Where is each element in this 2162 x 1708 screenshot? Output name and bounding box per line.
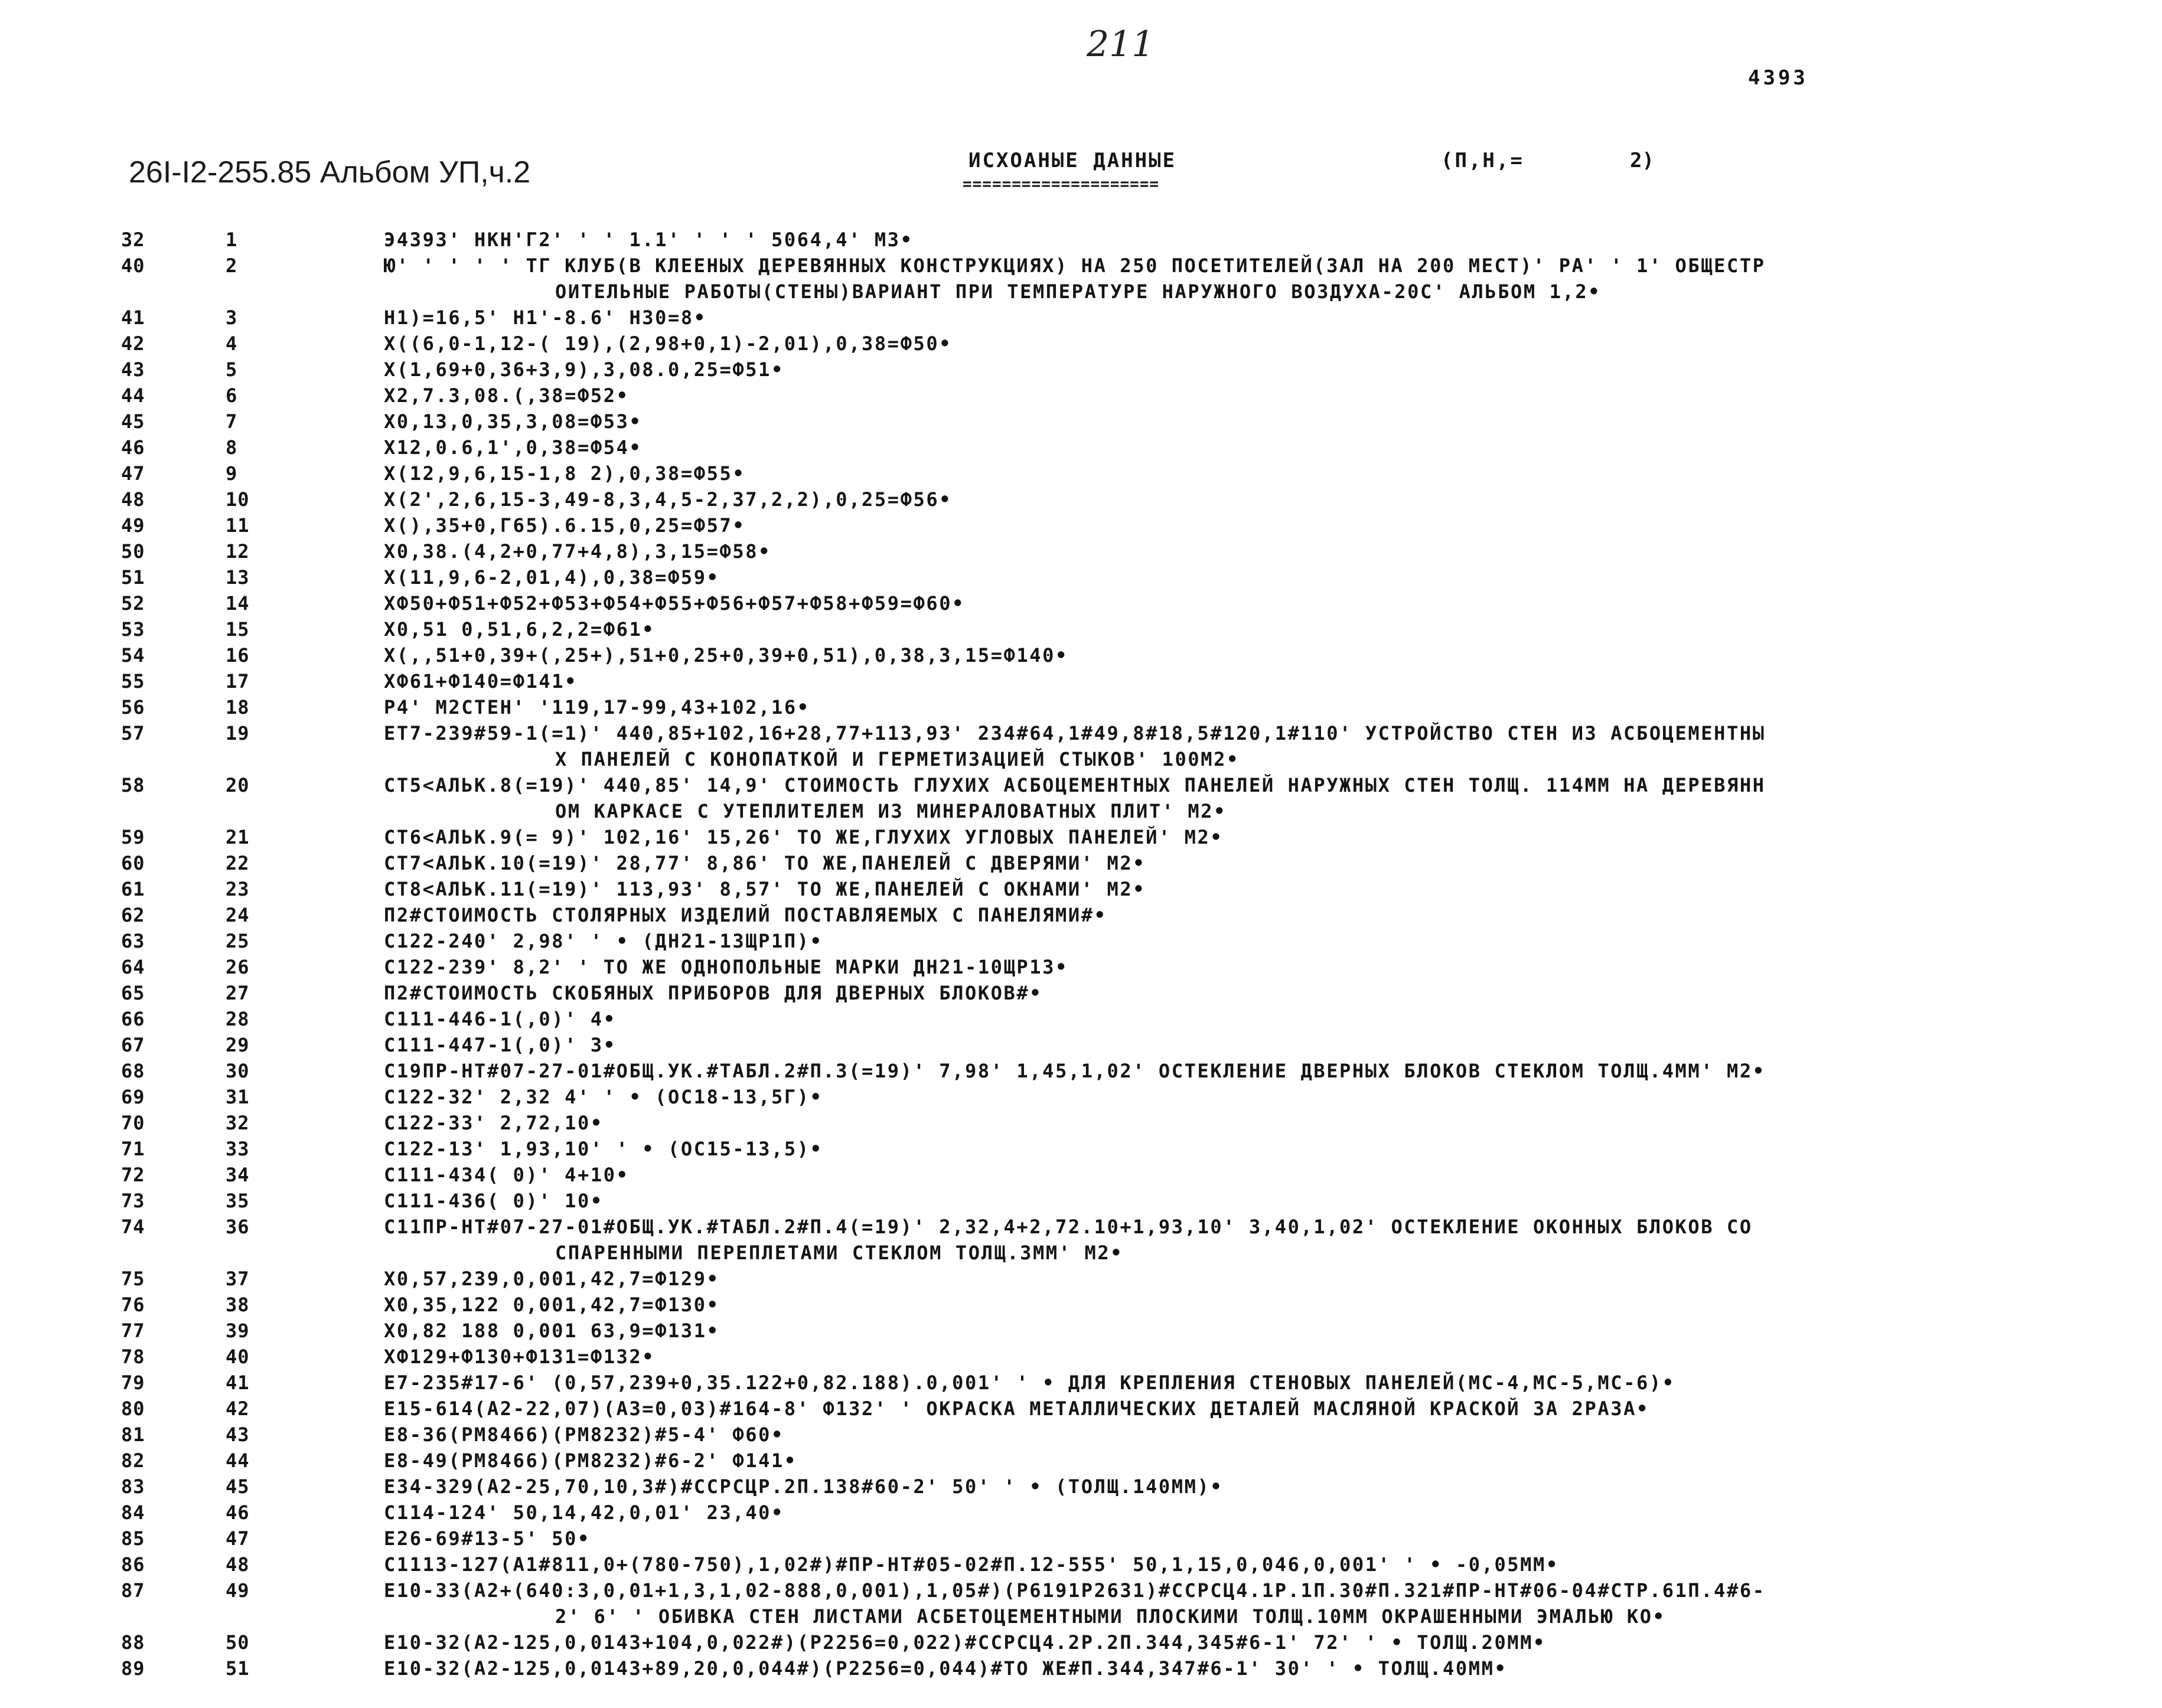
line-number: 63 — [121, 930, 145, 952]
sheet-number: 4393 — [1748, 66, 1808, 90]
listing-text: Н1)=16,5' Н1'-8.6' Н30=8• — [384, 306, 707, 329]
sequence-number: 51 — [226, 1657, 250, 1680]
listing-text: Е26-69#13-5' 50• — [384, 1527, 591, 1550]
listing-text: ХФ129+Ф130+Ф131=Ф132• — [384, 1346, 656, 1368]
line-number: 40 — [121, 254, 145, 277]
sequence-number: 27 — [226, 982, 250, 1004]
listing-text: С11ПР-НТ#07-27-01#ОБЩ.УК.#ТАБЛ.2#П.4(=19)' 2,32,4+2,72.10+1,93,10' 3,40,1,02' ОСТЕКЛЕНИЕ ОКОННЫХ БЛОКОВ СО — [384, 1216, 1753, 1238]
sequence-number: 29 — [226, 1034, 250, 1056]
line-number: 48 — [121, 488, 145, 511]
line-number: 87 — [121, 1579, 145, 1602]
line-number: 56 — [121, 696, 145, 719]
listing-text: Е10-33(А2+(640:3,0,01+1,3,1,02-888,0,001),1,05#)(Р6191Р2631)#ССРСЦ4.1Р.1П.30#П.321#ПР-НТ#06-04#СТР.61П.4#6- — [384, 1579, 1766, 1602]
line-number: 70 — [121, 1112, 145, 1134]
line-number: 45 — [121, 410, 145, 433]
listing-text: С122-13' 1,93,10' ' • (ОС15-13,5)• — [384, 1138, 823, 1160]
line-number: 88 — [121, 1631, 145, 1654]
sequence-number: 1 — [226, 228, 238, 251]
listing-text: Х12,0.6,1',0,38=Ф54• — [384, 436, 643, 459]
sequence-number: 43 — [226, 1423, 250, 1446]
listing-text: Е34-329(А2-25,70,10,3#)#ССРСЦР.2П.138#60-2' 50' ' • (ТОЛЩ.140ММ)• — [384, 1475, 1224, 1498]
album-reference: 26I-I2-255.85 Альбом УП,ч.2 — [129, 155, 531, 190]
line-number: 71 — [121, 1138, 145, 1160]
sequence-number: 4 — [226, 332, 238, 355]
sequence-number: 36 — [226, 1216, 250, 1238]
listing-text: С122-240' 2,98' ' • (ДН21-13ЩР1П)• — [384, 930, 823, 952]
sequence-number: 22 — [226, 852, 250, 874]
listing-text: Ю' ' ' ' ' ТГ КЛУБ(В КЛЕЕНЫХ ДЕРЕВЯННЫХ КОНСТРУКЦИЯХ) НА 250 ПОСЕТИТЕЛЕЙ(ЗАЛ НА 200 МЕСТ)' РА' ' 1' ОБЩЕСТР — [384, 254, 1766, 277]
line-number: 59 — [121, 826, 145, 848]
listing-text: Е10-32(А2-125,0,0143+89,20,0,044#)(Р2256=0,044)#ТО ЖЕ#П.344,347#6-1' 30' ' • ТОЛЩ.40ММ• — [384, 1657, 1508, 1680]
listing-text: Е10-32(А2-125,0,0143+104,0,022#)(Р2256=0,022)#ССРСЦ4.2Р.2П.344,345#6-1' 72' ' • ТОЛЩ.20ММ• — [384, 1631, 1546, 1654]
sequence-number: 47 — [226, 1527, 250, 1550]
listing-text: Е8-49(РМ8466)(РМ8232)#6-2' Ф141• — [384, 1449, 797, 1472]
listing-text: С122-32' 2,32 4' ' • (ОС18-13,5Г)• — [384, 1086, 823, 1108]
line-number: 32 — [121, 228, 145, 251]
listing-text: С111-447-1(,0)' 3• — [384, 1034, 617, 1056]
sequence-number: 2 — [226, 254, 238, 277]
line-number: 74 — [121, 1216, 145, 1238]
sequence-number: 17 — [226, 670, 250, 693]
sequence-number: 11 — [226, 514, 250, 537]
pn-value: 2) — [1630, 149, 1654, 172]
sequence-number: 31 — [226, 1086, 250, 1108]
sequence-number: 13 — [226, 566, 250, 589]
sequence-number: 39 — [226, 1320, 250, 1342]
line-number: 62 — [121, 904, 145, 926]
line-number: 67 — [121, 1034, 145, 1056]
sequence-number: 42 — [226, 1397, 250, 1420]
listing-text: Е8-36(РМ8466)(РМ8232)#5-4' Ф60• — [384, 1423, 784, 1446]
sequence-number: 16 — [226, 644, 250, 667]
sequence-number: 49 — [226, 1579, 250, 1602]
listing-text: Х(,,51+0,39+(,25+),51+0,25+0,39+0,51),0,38,3,15=Ф140• — [384, 644, 1068, 667]
line-number: 64 — [121, 956, 145, 978]
sequence-number: 37 — [226, 1268, 250, 1290]
line-number: 84 — [121, 1501, 145, 1524]
sequence-number: 12 — [226, 540, 250, 563]
listing-text: Х(2',2,6,15-3,49-8,3,4,5-2,37,2,2),0,25=Ф56• — [384, 488, 953, 511]
sequence-number: 19 — [226, 722, 250, 744]
sequence-number: 38 — [226, 1294, 250, 1316]
line-number: 78 — [121, 1346, 145, 1368]
handwritten-page-number: 211 — [1087, 24, 1155, 65]
listing-text: С19ПР-НТ#07-27-01#ОБЩ.УК.#ТАБЛ.2#П.3(=19)' 7,98' 1,45,1,02' ОСТЕКЛЕНИЕ ДВЕРНЫХ БЛОКОВ СТЕКЛОМ ТОЛЩ.4ММ' М2• — [384, 1060, 1766, 1082]
listing-text: Х(),35+0,Г65).6.15,0,25=Ф57• — [384, 514, 746, 537]
line-number: 66 — [121, 1008, 145, 1030]
sequence-number: 3 — [226, 306, 238, 329]
line-number: 82 — [121, 1449, 145, 1472]
listing-continuation: СПАРЕННЫМИ ПЕРЕПЛЕТАМИ СТЕКЛОМ ТОЛЩ.3ММ' М2• — [555, 1242, 1124, 1264]
line-number: 75 — [121, 1268, 145, 1290]
line-number: 65 — [121, 982, 145, 1004]
listing-text: СТ7<АЛЬК.10(=19)' 28,77' 8,86' ТО ЖЕ,ПАНЕЛЕЙ С ДВЕРЯМИ' М2• — [384, 852, 1146, 874]
listing-text: Х2,7.3,08.(,38=Ф52• — [384, 384, 630, 407]
line-number: 55 — [121, 670, 145, 693]
listing-text: Х0,82 188 0,001 63,9=Ф131• — [384, 1320, 720, 1342]
line-number: 85 — [121, 1527, 145, 1550]
listing-text: СТ8<АЛЬК.11(=19)' 113,93' 8,57' ТО ЖЕ,ПАНЕЛЕЙ С ОКНАМИ' М2• — [384, 878, 1146, 900]
line-number: 89 — [121, 1657, 145, 1680]
line-number: 58 — [121, 774, 145, 796]
sequence-number: 45 — [226, 1475, 250, 1498]
listing-text: Х((6,0-1,12-( 19),(2,98+0,1)-2,01),0,38=Ф50• — [384, 332, 953, 355]
line-number: 83 — [121, 1475, 145, 1498]
sequence-number: 15 — [226, 618, 250, 641]
listing-text: П2#СТОИМОСТЬ СКОБЯНЫХ ПРИБОРОВ ДЛЯ ДВЕРНЫХ БЛОКОВ#• — [384, 982, 1043, 1004]
listing-text: ХФ50+Ф51+Ф52+Ф53+Ф54+Ф55+Ф56+Ф57+Ф58+Ф59=Ф60• — [384, 592, 965, 615]
line-number: 73 — [121, 1190, 145, 1212]
listing-text: Е7-235#17-6' (0,57,239+0,35.122+0,82.188).0,001' ' • ДЛЯ КРЕПЛЕНИЯ СТЕНОВЫХ ПАНЕЛЕЙ(МС-4,МС-5,МС-6)• — [384, 1371, 1675, 1394]
line-number: 43 — [121, 358, 145, 381]
listing-text: С111-436( 0)' 10• — [384, 1190, 604, 1212]
listing-text: СТ6<АЛЬК.9(= 9)' 102,16' 15,26' ТО ЖЕ,ГЛУХИХ УГЛОВЫХ ПАНЕЛЕЙ' М2• — [384, 826, 1224, 848]
sequence-number: 7 — [226, 410, 238, 433]
line-number: 69 — [121, 1086, 145, 1108]
listing-text: ЕТ7-239#59-1(=1)' 440,85+102,16+28,77+113,93' 234#64,1#49,8#18,5#120,1#110' УСТРОЙСТВО СТЕН ИЗ АСБОЦЕМЕНТНЫ — [384, 722, 1766, 744]
listing-text: Х0,57,239,0,001,42,7=Ф129• — [384, 1268, 720, 1290]
line-number: 54 — [121, 644, 145, 667]
sequence-number: 14 — [226, 592, 250, 615]
listing-text: Х0,51 0,51,6,2,2=Ф61• — [384, 618, 656, 641]
line-number: 53 — [121, 618, 145, 641]
listing-text: Х0,35,122 0,001,42,7=Ф130• — [384, 1294, 720, 1316]
listing-continuation: 2' 6' ' ОБИВКА СТЕН ЛИСТАМИ АСБЕТОЦЕМЕНТНЫМИ ПЛОСКИМИ ТОЛЩ.10ММ ОКРАШЕННЫМИ ЭМАЛЬЮ КО• — [555, 1605, 1666, 1628]
line-number: 76 — [121, 1294, 145, 1316]
sequence-number: 23 — [226, 878, 250, 900]
line-number: 60 — [121, 852, 145, 874]
sequence-number: 48 — [226, 1553, 250, 1576]
sequence-number: 28 — [226, 1008, 250, 1030]
line-number: 41 — [121, 306, 145, 329]
sequence-number: 21 — [226, 826, 250, 848]
sequence-number: 20 — [226, 774, 250, 796]
line-number: 77 — [121, 1320, 145, 1342]
listing-text: ХФ61+Ф140=Ф141• — [384, 670, 578, 693]
sequence-number: 24 — [226, 904, 250, 926]
listing-text: С122-33' 2,72,10• — [384, 1112, 604, 1134]
sequence-number: 32 — [226, 1112, 250, 1134]
line-number: 57 — [121, 722, 145, 744]
pn-label: (П,Н,= — [1441, 149, 1524, 172]
listing-continuation: Х ПАНЕЛЕЙ С КОНОПАТКОЙ И ГЕРМЕТИЗАЦИЕЙ СТЫКОВ' 100М2• — [555, 748, 1240, 770]
line-number: 52 — [121, 592, 145, 615]
line-number: 80 — [121, 1397, 145, 1420]
sequence-number: 35 — [226, 1190, 250, 1212]
sequence-number: 50 — [226, 1631, 250, 1654]
line-number: 47 — [121, 462, 145, 485]
line-number: 61 — [121, 878, 145, 900]
sequence-number: 46 — [226, 1501, 250, 1524]
sequence-number: 40 — [226, 1346, 250, 1368]
sequence-number: 44 — [226, 1449, 250, 1472]
listing-text: С122-239' 8,2' ' ТО ЖЕ ОДНОПОЛЬНЫЕ МАРКИ ДН21-10ЩР13• — [384, 956, 1068, 978]
listing-text: Х0,38.(4,2+0,77+4,8),3,15=Ф58• — [384, 540, 771, 563]
line-number: 81 — [121, 1423, 145, 1446]
sequence-number: 9 — [226, 462, 238, 485]
sequence-number: 8 — [226, 436, 238, 459]
sequence-number: 34 — [226, 1164, 250, 1186]
line-number: 51 — [121, 566, 145, 589]
listing-text: Х(11,9,6-2,01,4),0,38=Ф59• — [384, 566, 720, 589]
listing-text: Х(1,69+0,36+3,9),3,08.0,25=Ф51• — [384, 358, 784, 381]
sequence-number: 10 — [226, 488, 250, 511]
sequence-number: 41 — [226, 1371, 250, 1394]
sequence-number: 6 — [226, 384, 238, 407]
listing-text: Х(12,9,6,15-1,8 2),0,38=Ф55• — [384, 462, 746, 485]
listing-text: СТ5<АЛЬК.8(=19)' 440,85' 14,9' СТОИМОСТЬ ГЛУХИХ АСБОЦЕМЕНТНЫХ ПАНЕЛЕЙ НАРУЖНЫХ СТЕН ТОЛЩ. 114ММ НА ДЕРЕВЯНН — [384, 774, 1766, 796]
line-number: 49 — [121, 514, 145, 537]
sequence-number: 18 — [226, 696, 250, 719]
title-underline: ==================== — [963, 175, 1160, 193]
listing-text: Р4' М2СТЕН' '119,17-99,43+102,16• — [384, 696, 810, 719]
line-number: 50 — [121, 540, 145, 563]
listing-text: Х0,13,0,35,3,08=Ф53• — [384, 410, 643, 433]
line-number: 68 — [121, 1060, 145, 1082]
line-number: 46 — [121, 436, 145, 459]
page-title: ИСХОАНЫЕ ДАННЫЕ — [969, 149, 1177, 172]
listing-text: С111-446-1(,0)' 4• — [384, 1008, 617, 1030]
line-number: 72 — [121, 1164, 145, 1186]
line-number: 79 — [121, 1371, 145, 1394]
listing-text: П2#СТОИМОСТЬ СТОЛЯРНЫХ ИЗДЕЛИЙ ПОСТАВЛЯЕМЫХ С ПАНЕЛЯМИ#• — [384, 904, 1107, 926]
listing-text: С1113-127(А1#811,0+(780-750),1,02#)#ПР-НТ#05-02#П.12-555' 50,1,15,0,046,0,001' ' • -0,05ММ• — [384, 1553, 1559, 1576]
listing-text: Э4393' НКН'Г2' ' ' 1.1' ' ' ' 5064,4' М3• — [384, 228, 914, 251]
sequence-number: 26 — [226, 956, 250, 978]
listing-text: Е15-614(А2-22,07)(А3=0,03)#164-8' Ф132' ' ОКРАСКА МЕТАЛЛИЧЕСКИХ ДЕТАЛЕЙ МАСЛЯНОЙ КРАСКОЙ ЗА 2РАЗА• — [384, 1397, 1649, 1420]
line-number: 44 — [121, 384, 145, 407]
listing-continuation: ОМ КАРКАСЕ С УТЕПЛИТЕЛЕМ ИЗ МИНЕРАЛОВАТНЫХ ПЛИТ' М2• — [555, 800, 1227, 822]
line-number: 86 — [121, 1553, 145, 1576]
sequence-number: 30 — [226, 1060, 250, 1082]
sequence-number: 25 — [226, 930, 250, 952]
listing-text: С114-124' 50,14,42,0,01' 23,40• — [384, 1501, 784, 1524]
sequence-number: 33 — [226, 1138, 250, 1160]
sequence-number: 5 — [226, 358, 238, 381]
listing-text: С111-434( 0)' 4+10• — [384, 1164, 630, 1186]
listing-continuation: ОИТЕЛЬНЫЕ РАБОТЫ(СТЕНЫ)ВАРИАНТ ПРИ ТЕМПЕРАТУРЕ НАРУЖНОГО ВОЗДУХА-20С' АЛЬБОМ 1,2• — [555, 280, 1602, 303]
line-number: 42 — [121, 332, 145, 355]
